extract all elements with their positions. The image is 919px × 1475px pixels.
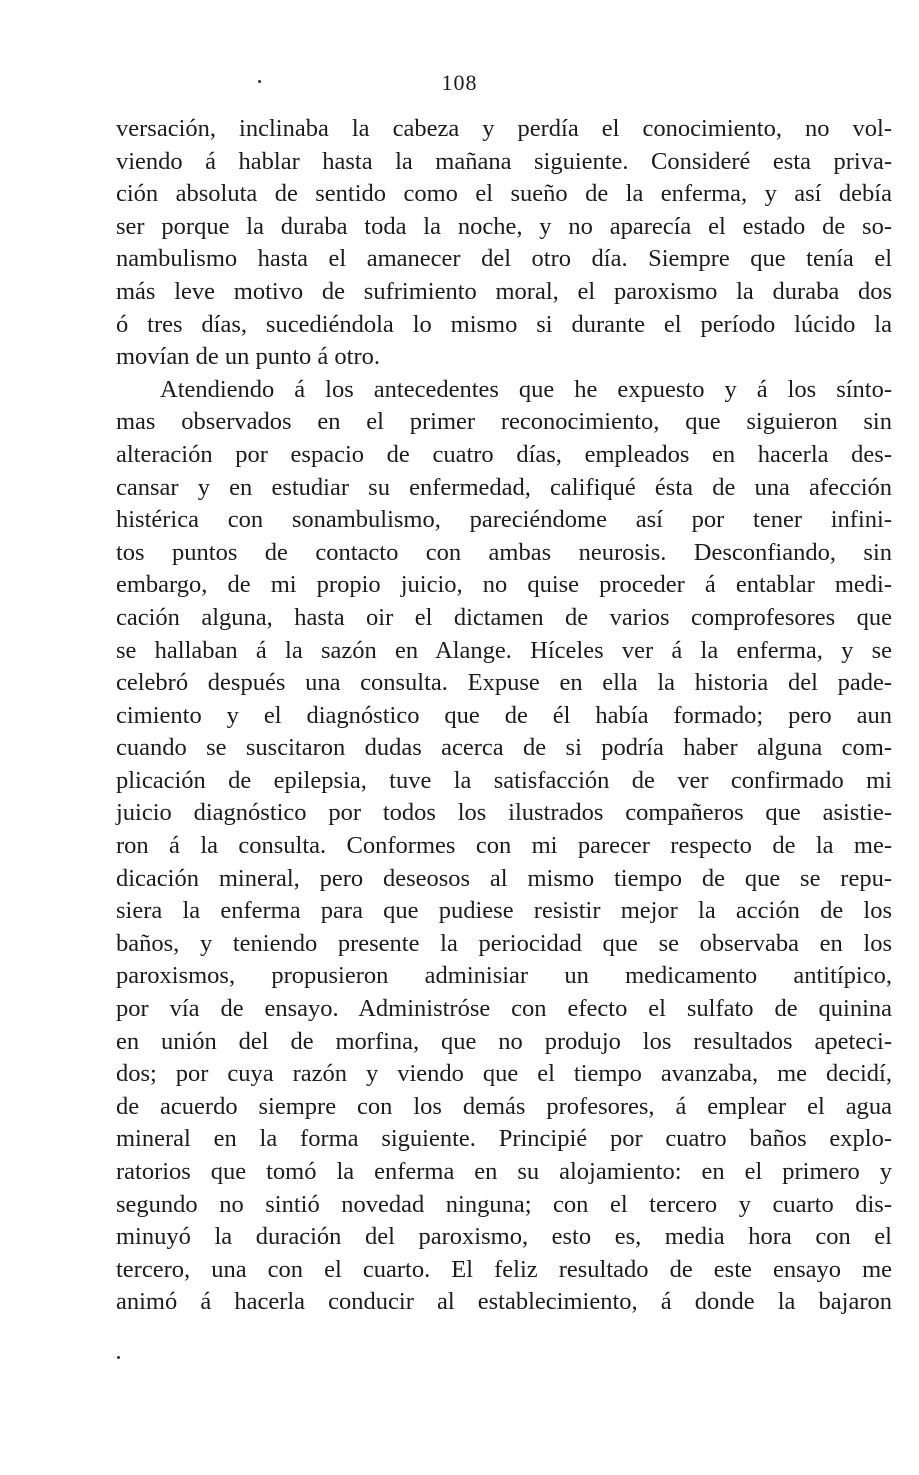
print-speck: [258, 80, 261, 83]
text-line: minuyó la duración del paroxismo, esto es, media hora con el: [116, 1223, 892, 1251]
text-line: se hallaban á la sazón en Alange. Híceles ver á la enferma, y se: [116, 636, 892, 664]
text-line: animó á hacerla conducir al establecimiento, á donde la bajaron: [116, 1288, 892, 1316]
text-line: ción absoluta de sentido como el sueño de la enferma, y así debía: [116, 180, 892, 208]
text-line: Atendiendo á los antecedentes que he expuesto y á los sínto-: [160, 375, 892, 403]
text-line: histérica con sonambulismo, pareciéndome así por tener infini-: [116, 506, 892, 534]
text-line: nambulismo hasta el amanecer del otro día. Siempre que tenía el: [116, 245, 892, 273]
text-line: tercero, una con el cuarto. El feliz resultado de este ensayo me: [116, 1255, 892, 1283]
text-line: tos puntos de contacto con ambas neurosis. Desconfiando, sin: [116, 538, 892, 566]
body-text: [116, 113, 892, 1319]
text-line: en unión del de morfina, que no produjo los resultados apeteci-: [116, 1027, 892, 1055]
text-line: paroxismos, propusieron adminisiar un medicamento antitípico,: [116, 962, 892, 990]
text-line: celebró después una consulta. Expuse en ella la historia del pade-: [116, 669, 892, 697]
text-line: movían de un punto á otro.: [116, 343, 381, 371]
text-line: dicación mineral, pero deseosos al mismo tiempo de que se repu-: [116, 864, 892, 892]
text-line: plicación de epilepsia, tuve la satisfacción de ver confirmado mi: [116, 766, 892, 794]
text-line: segundo no sintió novedad ninguna; con el tercero y cuarto dis-: [116, 1190, 892, 1218]
text-line: ser porque la duraba toda la noche, y no aparecía el estado de so-: [116, 212, 892, 240]
text-line: juicio diagnóstico por todos los ilustrados compañeros que asistie-: [116, 799, 892, 827]
text-line: mas observados en el primer reconocimiento, que siguieron sin: [116, 408, 892, 436]
page-number: 108: [441, 70, 478, 95]
text-line: ron á la consulta. Conformes con mi parecer respecto de la me-: [116, 832, 892, 860]
text-line: siera la enferma para que pudiese resistir mejor la acción de los: [116, 897, 892, 925]
text-line: de acuerdo siempre con los demás profesores, á emplear el agua: [116, 1092, 892, 1120]
text-line: cación alguna, hasta oir el dictamen de varios comprofesores que: [116, 603, 892, 631]
text-line: viendo á hablar hasta la mañana siguiente. Consideré esta priva-: [116, 147, 892, 175]
print-speck: [117, 1356, 120, 1359]
text-line: más leve motivo de sufrimiento moral, el paroxismo la duraba dos: [116, 277, 892, 305]
text-line: versación, inclinaba la cabeza y perdía el conocimiento, no vol-: [116, 115, 892, 142]
text-line: alteración por espacio de cuatro días, empleados en hacerla des-: [116, 440, 892, 468]
text-line: por vía de ensayo. Administróse con efecto el sulfato de quinina: [116, 995, 892, 1023]
text-line: dos; por cuya razón y viendo que el tiempo avanzaba, me decidí,: [116, 1060, 892, 1088]
text-line: cuando se suscitaron dudas acerca de si podría haber alguna com-: [116, 734, 892, 762]
text-line: ó tres días, sucediéndola lo mismo si durante el período lúcido la: [116, 310, 892, 338]
text-line: embargo, de mi propio juicio, no quise proceder á entablar medi-: [116, 571, 892, 599]
text-line: cimiento y el diagnóstico que de él había formado; pero aun: [116, 701, 892, 729]
text-line: mineral en la forma siguiente. Principié por cuatro baños explo-: [116, 1125, 892, 1153]
text-line: cansar y en estudiar su enfermedad, califiqué ésta de una afección: [116, 473, 892, 501]
text-line: baños, y teniendo presente la periocidad que se observaba en los: [116, 929, 892, 957]
text-line: ratorios que tomó la enferma en su alojamiento: en el primero y: [116, 1158, 892, 1185]
